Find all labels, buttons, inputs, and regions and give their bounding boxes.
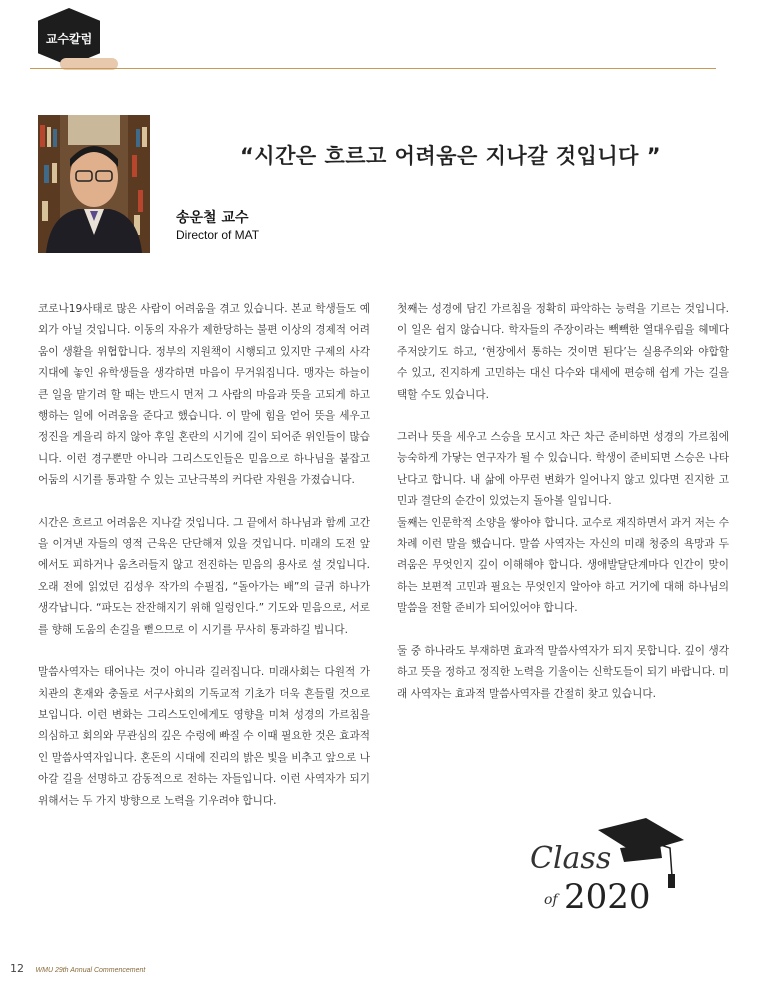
class-of-2020-logo	[528, 818, 688, 918]
page-number: 12	[10, 962, 24, 975]
logo-year-text: 2020	[564, 877, 651, 917]
author-role: Director of MAT	[176, 228, 260, 242]
column-category-badge	[30, 8, 108, 72]
page-footer	[10, 962, 145, 975]
author-name: 송운철 교수	[176, 210, 249, 226]
paragraph: 코로나19사태로 많은 사람이 어려움을 겪고 있습니다. 본교 학생들도 예외가 아닐 것입니다. 이동의 자유가 제한당하는 불편 이상의 경제적 어려움이 생활을 위협합니다. 정부의 지원책이 시행되고 있지만 구제의 사각지대에 놓인 유학생들을 생각하면 마음이 무거워집니다. 맹자는 하늘이 큰 일을 맡기려 할 때는 반드시 먼저 그 사람의 마음과 뜻을 고되게 하고 행하는 일에 어려움을 준다고 했습니다. 이 말에 힘을 얻어 뜻을 세우고 정진을 게을리 하지 않아 후일 혼란의 시기에 길이 되어준 위인들이 많습니다. 이런 경구뿐만 아니라 그리스도인들은 믿음으로 하나님을 붙잡고 어둠의 시기를 통과할 수 있는 고난극복의 커다란 자원을 가졌습니다.	[38, 303, 370, 487]
paragraph: 첫째는 성경에 담긴 가르침을 정확히 파악하는 능력을 기르는 것입니다. 이 일은 쉽지 않습니다. 학자들의 주장이라는 빽빽한 열대우림을 헤메다 주저앉기도 하고, ‘현장에서 통하는 것이면 된다’는 실용주의와 야합할 수 있고, 진지하게 고민하는 대신 다수와 대세에 편승해 쉽게 가는 길을 택할 수도 있습니다.	[397, 303, 729, 401]
publication-name: WMU 29th Annual Commencement	[35, 967, 146, 974]
author-photo	[38, 115, 150, 253]
paragraph: 시간은 흐르고 어려움은 지나갈 것입니다. 그 끝에서 하나님과 함께 고간을 이겨낸 자들의 영적 근육은 단단해져 있을 것입니다. 미래의 도전 앞에서도 피하거나 움츠러들지 않고 전진하는 믿음의 용사로 설 것입니다. 오래 전에 읽었던 김성우 작가의 수필집, “돌아가는 배”의 글귀 하나가 생각납니다. “파도는 잔잔해지기 위해 일렁인다.” 기도와 믿음으로, 서로를 향해 도움의 손길을 뻗으므로 이 시기를 무사히 통과하길 빕니다.	[38, 516, 370, 636]
paragraph: 둘 중 하나라도 부재하면 효과적 말씀사역자가 되지 못합니다. 깊이 생각하고 뜻을 정하고 정직한 노력을 기울이는 신학도들이 되기 바랍니다. 미래 사역자는 효과적 말씀사역자를 간절히 찾고 있습니다.	[397, 644, 729, 700]
article-column-right	[397, 299, 729, 726]
paragraph: 말씀사역자는 태어나는 것이 아니라 길러집니다. 미래사회는 다원적 가치관의 혼재와 충돌로 서구사회의 기독교적 기초가 더욱 흔들릴 것으로 보입니다. 이런 변화는 그리스도인에게도 영향을 미쳐 성경의 가르침을 의심하고 회의와 무관심의 깊은 수렁에 빠질 수 이때 필요한 것은 효과적인 말씀사역자입니다. 혼돈의 시대에 진리의 밝은 빛을 비추고 앞으로 나아갈 길을 선명하고 감동적으로 전하는 자들입니다. 이런 사역자가 되기 위해서는 두 가지 방향으로 노력을 기우려야 합니다.	[38, 666, 370, 807]
logo-script-text: Class	[530, 841, 612, 876]
header-divider	[30, 68, 716, 69]
badge-label: 교수칼럼	[45, 32, 93, 46]
paragraph: 그러나 뜻을 세우고 스승을 모시고 차근 차근 준비하면 성경의 가르침에 능숙하게 가닿는 연구자가 될 수 있습니다. 학생이 준비되면 스승은 나타난다고 합니다. 내 삶에 아무런 변화가 일어나지 않고 있다면 진지한 고민과 결단의 순간이 있었는지 돌아볼 일입니다.	[397, 431, 729, 508]
logo-of-text: of	[544, 892, 558, 908]
paragraph: 둘째는 인문학적 소양을 쌓아야 합니다. 교수로 재직하면서 과거 저는 수 차례 이런 말을 했습니다. 말씀 사역자는 자신의 미래 청중의 욕망과 두려움은 무엇인지 깊이 이해해야 합니다. 생애발달단계마다 인간이 맞이하는 보편적 고민과 필요는 무엇인지 알아야 하고 거기에 대해 하나님의 말씀을 전할 준비가 되어있어야 합니다.	[397, 516, 729, 615]
article-column-left	[38, 299, 370, 833]
pull-quote: “시간은 흐르고 어려움은 지나갈 것입니다 ”	[240, 144, 662, 168]
